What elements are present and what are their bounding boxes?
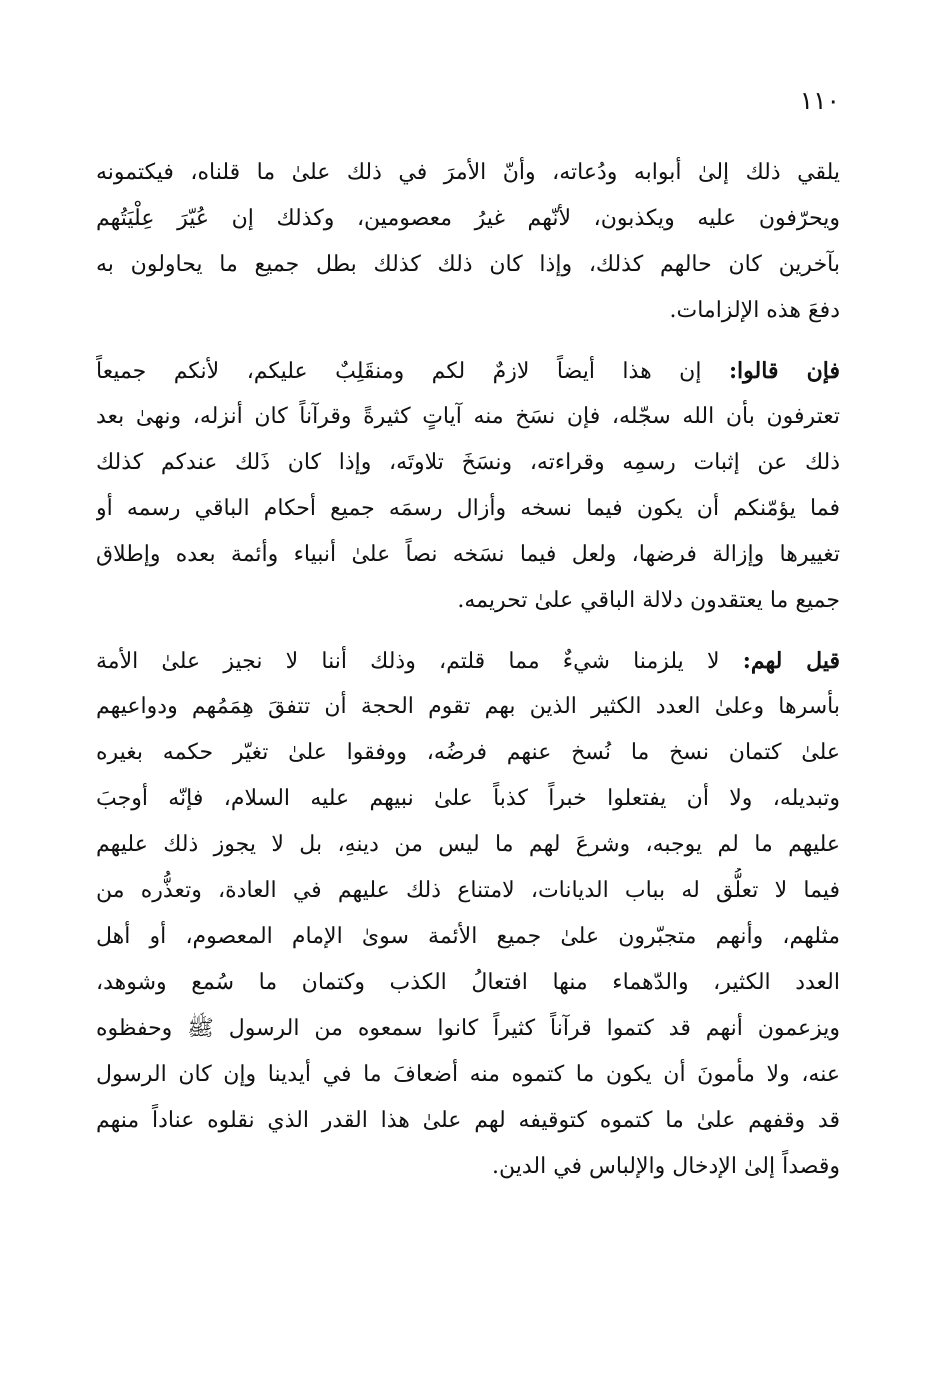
- paragraph-2: [96, 348, 840, 624]
- paragraph-lead-phrase: قيل لهم:: [742, 648, 840, 674]
- text-line: ويزعمون أنهم قد كتموا قرآناً كثيراً كانوا سمعوه من الرسول ﷺ وحفظوه: [96, 1016, 840, 1041]
- text-line: يلقي ذلك إلىٰ أبوابه ودُعاته، وأنّ الأمرَ في ذلك علىٰ ما قلناه، فيكتمونه: [96, 160, 840, 185]
- paragraph-3: [96, 638, 840, 1190]
- text-line-with-lead: [96, 348, 840, 394]
- text-line: العدد الكثير، والدّهماء منها افتعالُ الكذب وكتمان ما سُمع وشوهد،: [96, 970, 840, 995]
- text-line: ذلك عن إثبات رسمِه وقراءته، ونسَخَ تلاوتَه، وإذا كان ذَلك عندكم كذلك: [96, 450, 840, 475]
- text-line: وقصداً إلىٰ الإدخال والإلباس في الدين.: [491, 1154, 840, 1179]
- paragraph-lead-phrase: فإن قالوا:: [728, 358, 840, 384]
- text-line: فيما لا تعلُّق له بباب الديانات، لامتناع ذلك عليهم في العادة، وتعذُّره من: [96, 878, 840, 903]
- page-number: ١١٠: [799, 86, 840, 115]
- text-line: قد وقفهم علىٰ ما كتموه كتوقيفه لهم علىٰ هذا القدر الذي نقلوه عناداً منهم: [96, 1108, 840, 1133]
- text-line: تغييرها وإزالة فرضها، ولعل فيما نسَخه نصاً علىٰ أنبياء وأئمة بعده وإطلاق: [96, 542, 840, 567]
- text-line-with-lead: [96, 638, 840, 684]
- text-line-rest: لا يلزمنا شيءٌ مما قلتم، وذلك أننا لا نجيز علىٰ الأمة: [96, 649, 743, 674]
- paragraph-1: [96, 150, 840, 334]
- text-line: بأسرها وعلىٰ العدد الكثير الذين بهم تقوم الحجة أن تتفقَ هِمَمُهم ودواعيهم: [96, 694, 840, 719]
- text-line: مثلهم، وأنهم متجبّرون علىٰ جميع الأئمة سوىٰ الإمام المعصوم، أو أهل: [96, 924, 840, 949]
- text-line: ويحرّفون عليه ويكذبون، لأنّهم غيرُ معصومين، وكذلك إن عُيّرَ عِلْيَتُهم: [96, 206, 840, 231]
- text-line: وتبديله، ولا أن يفتعلوا خبراً كذباً علىٰ نبيهم عليه السلام، فإنّه أوجبَ: [96, 786, 840, 811]
- text-line: فما يؤمّنكم أن يكون فيما نسخه وأزال رسمَه جميع أحكام الباقي رسمه أو: [96, 496, 840, 521]
- text-line: علىٰ كتمان نسخ ما نُسخ عنهم فرضُه، ووفقوا علىٰ تغيّر حكمه بغيره: [96, 740, 840, 765]
- text-line: عليهم ما لم يوجبه، وشرعَ لهم ما ليس من دينهِ، بل لا يجوز ذلك عليهم: [96, 832, 840, 857]
- text-line: بآخرين كان حالهم كذلك، وإذا كان ذلك كذلك بطل جميع ما يحاولون به: [96, 252, 840, 277]
- body-text: [96, 150, 840, 1204]
- text-line: تعترفون بأن الله سجّله، فإن نسَخ منه آياتٍ كثيرةً وقرآناً كان أنزله، ونهىٰ بعد: [96, 404, 840, 429]
- text-line: عنه، ولا مأمونَ أن يكون ما كتموه منه أضعافَ ما في أيدينا وإن كان الرسول: [96, 1062, 840, 1087]
- text-line-rest: إن هذا أيضاً لازمٌ لكم ومنقَلِبٌ عليكم، لأنكم جميعاً: [96, 359, 729, 384]
- text-line: جميع ما يعتقدون دلالة الباقي علىٰ تحريمه.: [457, 588, 840, 613]
- text-line: دفعَ هذه الإلزامات.: [669, 298, 840, 323]
